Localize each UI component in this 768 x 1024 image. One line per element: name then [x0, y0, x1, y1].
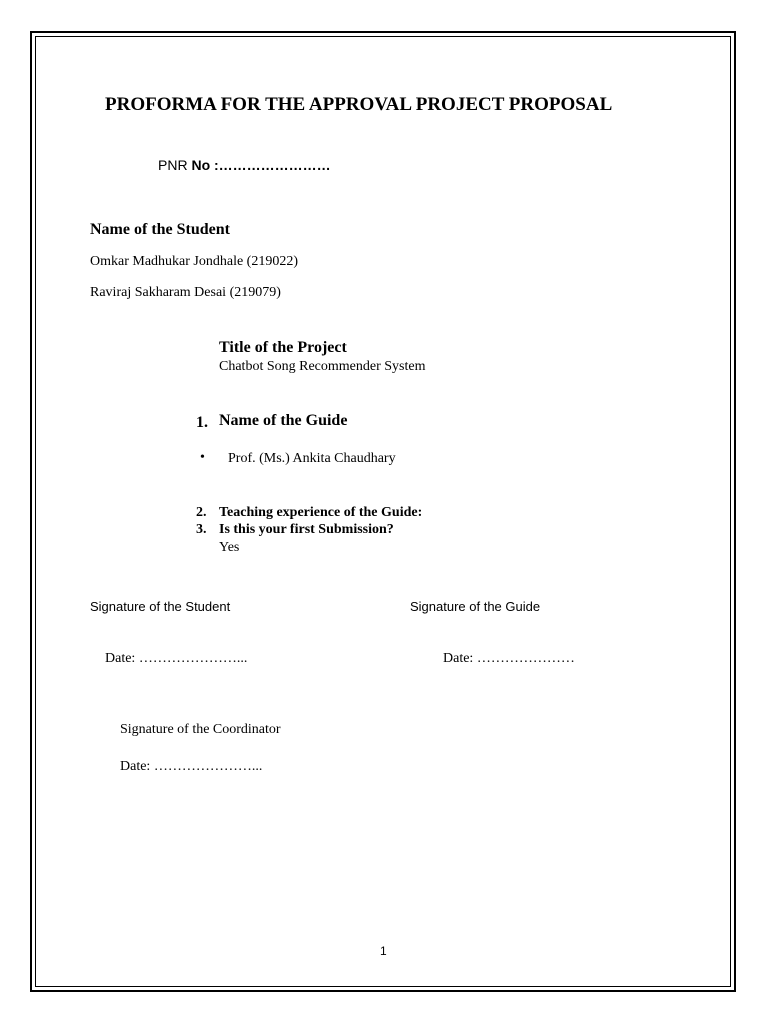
coordinator-date: Date: …………………... [120, 759, 263, 774]
document-title: PROFORMA FOR THE APPROVAL PROJECT PROPOSAL [105, 94, 613, 115]
coordinator-signature-label: Signature of the Coordinator [120, 722, 281, 737]
guide-name: Prof. (Ms.) Ankita Chaudhary [228, 451, 396, 466]
student-name-1: Omkar Madhukar Jondhale (219022) [90, 254, 299, 269]
pnr-label: PNR [158, 157, 192, 173]
project-heading: Title of the Project [219, 339, 347, 356]
guide-bullet: • [200, 450, 205, 465]
question-2-number: 2. [196, 505, 207, 520]
pnr-field [158, 157, 331, 173]
guide-date: Date: ………………… [443, 651, 575, 666]
guide-heading: Name of the Guide [219, 412, 348, 429]
question-3-answer: Yes [219, 540, 240, 555]
question-3-number: 3. [196, 522, 207, 537]
guide-number: 1. [196, 414, 208, 431]
student-name-2: Raviraj Sakharam Desai (219079) [90, 285, 281, 300]
student-signature-label: Signature of the Student [90, 599, 231, 614]
page-number: 1 [380, 944, 387, 958]
project-title: Chatbot Song Recommender System [219, 359, 426, 374]
guide-signature-label: Signature of the Guide [410, 599, 541, 614]
student-date: Date: …………………... [105, 651, 248, 666]
student-heading: Name of the Student [90, 221, 230, 238]
question-3-text: Is this your first Submission? [219, 522, 394, 537]
pnr-value: No :…………………… [191, 157, 331, 173]
question-2-text: Teaching experience of the Guide: [219, 505, 423, 520]
